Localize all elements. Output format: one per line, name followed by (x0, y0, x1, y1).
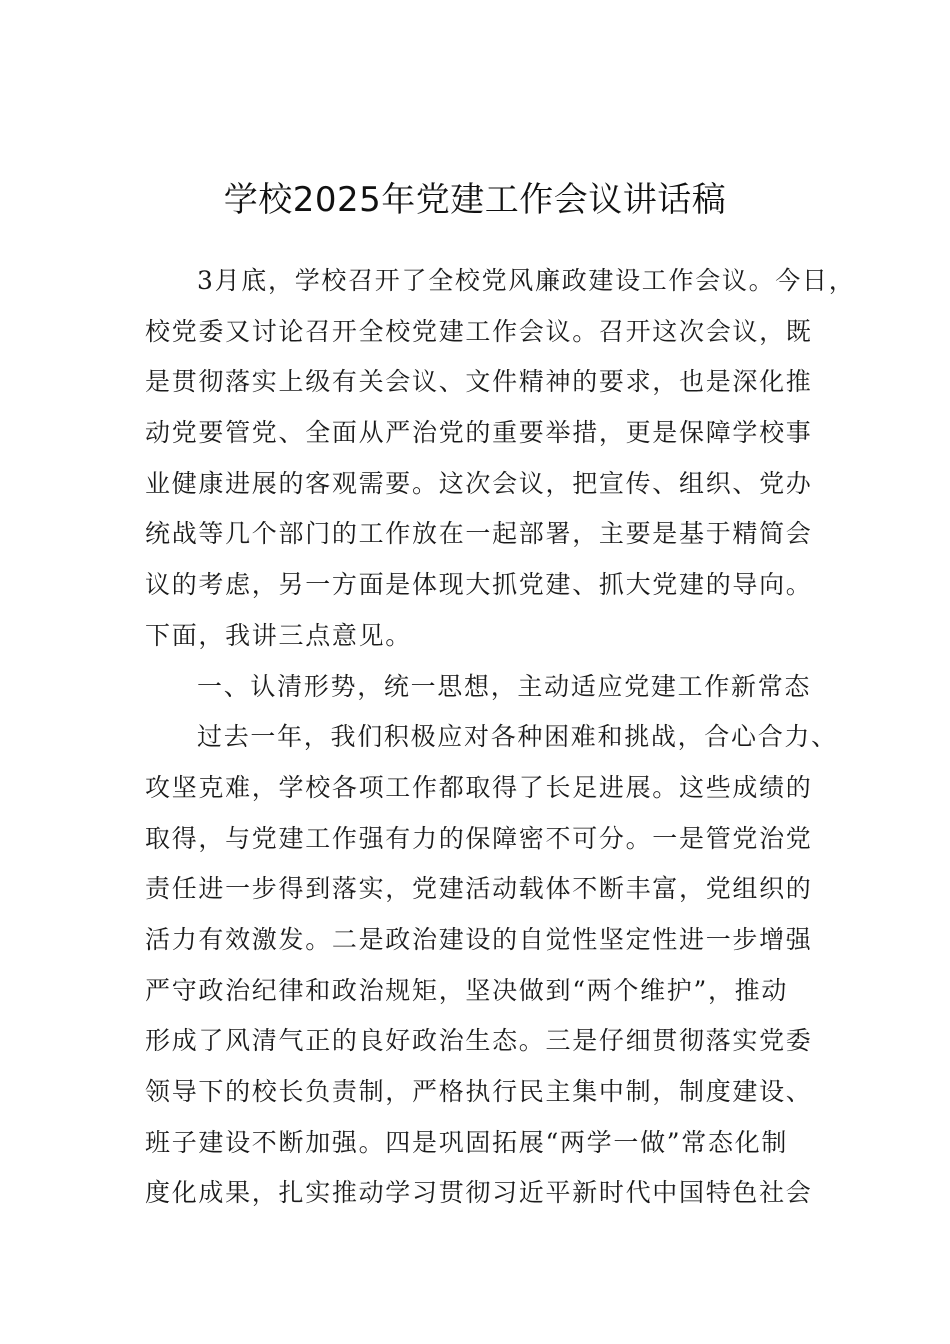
section-heading: 一、认清形势，统一思想，主动适应党建工作新常态 (197, 671, 812, 701)
text-line: 活力有效激发。二是政治建设的自觉性坚定性进一步增强 (145, 924, 813, 954)
text-line: 攻坚克难，学校各项工作都取得了长足进展。这些成绩的 (145, 772, 813, 802)
text-line: 领导下的校长负责制，严格执行民主集中制，制度建设、 (145, 1077, 813, 1106)
text-line: 议的考虑，另一方面是体现大抓党建、抓大党建的导向。 (145, 570, 813, 600)
text-line: 形成了风清气正的良好政治生态。三是仔细贯彻落实党委 (145, 1026, 813, 1056)
text-line: 取得，与党建工作强有力的保障密不可分。一是管党治党 (145, 823, 813, 853)
text-line: 下面，我讲三点意见。 (145, 620, 413, 650)
text-line: 严守政治纪律和政治规矩，坚决做到“两个维护”，推动 (145, 975, 789, 1005)
text-line: 班子建设不断加强。四是巩固拓展“两学一做”常态化制 (145, 1127, 789, 1157)
body-text (145, 256, 856, 1219)
text-line: 3月底，学校召开了全校党风廉政建设工作会议。今日， (197, 266, 856, 295)
text-line: 是贯彻落实上级有关会议、文件精神的要求，也是深化推 (145, 367, 813, 397)
document-title: 学校2025年党建工作会议讲话稿 (223, 180, 727, 220)
text-line: 过去一年，我们积极应对各种困难和挑战，合心合力、 (197, 722, 838, 752)
text-line: 动党要管党、全面从严治党的重要举措，更是保障学校事 (145, 418, 813, 448)
text-line: 业健康进展的客观需要。这次会议，把宣传、组织、党办 (145, 468, 813, 498)
text-line: 统战等几个部门的工作放在一起部署，主要是基于精简会 (145, 519, 813, 549)
text-line: 校党委又讨论召开全校党建工作会议。召开这次会议，既 (145, 316, 813, 346)
text-line: 责任进一步得到落实，党建活动载体不断丰富，党组织的 (145, 874, 813, 904)
text-line: 度化成果，扎实推动学习贯彻习近平新时代中国特色社会 (145, 1178, 813, 1208)
